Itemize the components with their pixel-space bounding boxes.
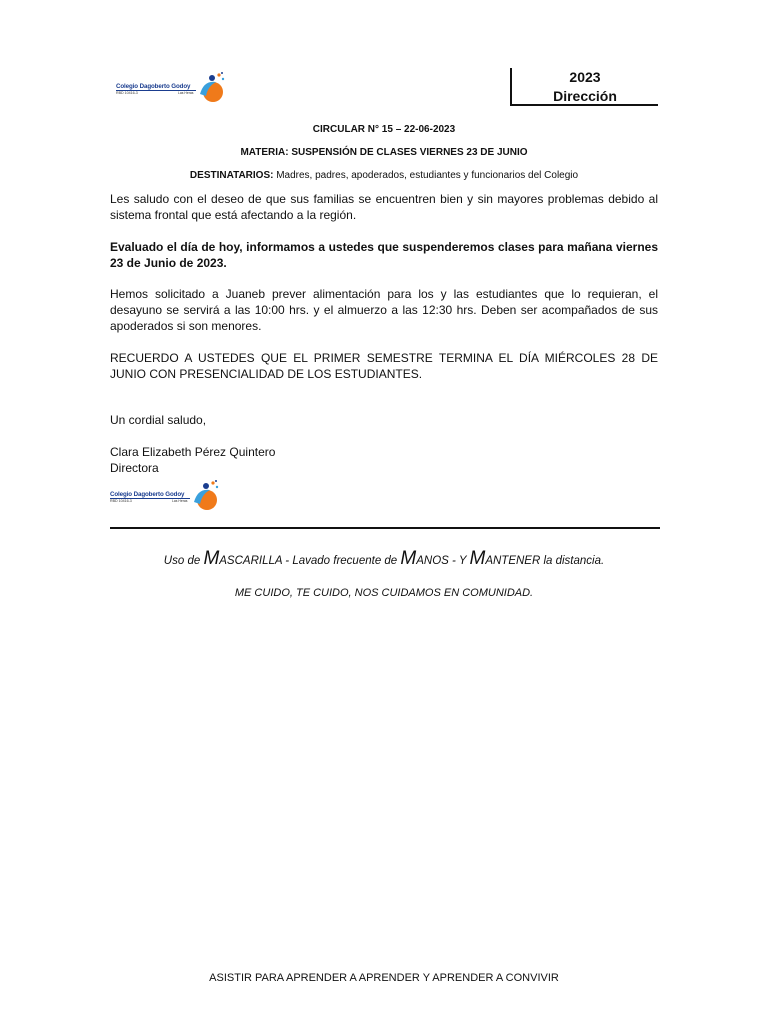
logo-school-name: Colegio Dagoberto Godoy	[116, 83, 191, 90]
motto-part-4: ANTENER la distancia.	[485, 555, 605, 567]
motto-part-3: ANOS - Y	[416, 555, 470, 567]
motto-part-2: ASCARILLA - Lavado frecuente de	[219, 555, 401, 567]
header-department: Dirección	[553, 88, 617, 104]
circular-recipients	[110, 170, 658, 181]
paragraph-greeting-intro: Les saludo con el deseo de que sus familias se encuentren bien y sin mayores problemas debido al sistema frontal que está afectando a la región.	[110, 192, 658, 222]
circular-subject: MATERIA: SUSPENSIÓN DE CLASES VIERNES 23 DE JUNIO	[240, 147, 528, 158]
signature-logo-school-name: Colegio Dagoberto Godoy	[110, 491, 185, 498]
safety-motto	[110, 548, 658, 570]
header-year: 2023	[569, 69, 601, 85]
signature-logo-emblem-icon	[180, 478, 222, 512]
signature-logo-sub-left: RBD 10416-3	[110, 499, 132, 503]
recipients-text: Madres, padres, apoderados, estudiantes y funcionarios del Colegio	[273, 170, 579, 181]
closing-greeting: Un cordial saludo,	[110, 413, 207, 427]
paragraph-suspension-notice: Evaluado el día de hoy, informamos a ustedes que suspenderemos clases para mañana viernes 23 de Junio de 2023.	[110, 240, 658, 270]
motto-cap-3: M	[469, 548, 486, 569]
paragraph-semester-end: RECUERDO A USTEDES QUE EL PRIMER SEMESTRE TERMINA EL DÍA MIÉRCOLES 28 DE JUNIO CON PRESENCIALIDAD DE LOS ESTUDIANTES.	[110, 351, 658, 381]
motto-cap-1: M	[203, 548, 220, 569]
school-logo	[116, 70, 228, 104]
logo-sub-left: RBD 10416-3	[116, 91, 138, 95]
logo-emblem-icon	[186, 70, 228, 104]
community-motto: ME CUIDO, TE CUIDO, NOS CUIDAMOS EN COMUNIDAD.	[234, 587, 534, 599]
footer-slogan: ASISTIR PARA APRENDER A APRENDER Y APRENDER A CONVIVIR	[209, 972, 559, 984]
logo-sub-right: Las Heras	[178, 91, 194, 95]
section-divider	[110, 527, 660, 529]
circular-number: CIRCULAR N° 15 – 22-06-2023	[312, 124, 456, 135]
signer-role: Directora	[110, 461, 159, 475]
letterhead	[110, 68, 658, 108]
motto-cap-2: M	[400, 548, 417, 569]
header-horizontal-rule	[512, 104, 658, 106]
paragraph-meals: Hemos solicitado a Juaneb prever alimentación para los y las estudiantes que lo requieran, el desayuno se servirá a las 10:00 hrs. y el almuerzo a las 12:30 hrs. Deben ser acompañados de sus apoderados si son menores.	[110, 287, 658, 333]
recipients-label: DESTINATARIOS:	[189, 170, 274, 181]
signature-logo	[110, 478, 214, 512]
motto-part-1: Uso de	[163, 555, 204, 567]
signature-logo-sub-right: Las Heras	[172, 499, 188, 503]
signer-name: Clara Elizabeth Pérez Quintero	[110, 445, 276, 459]
